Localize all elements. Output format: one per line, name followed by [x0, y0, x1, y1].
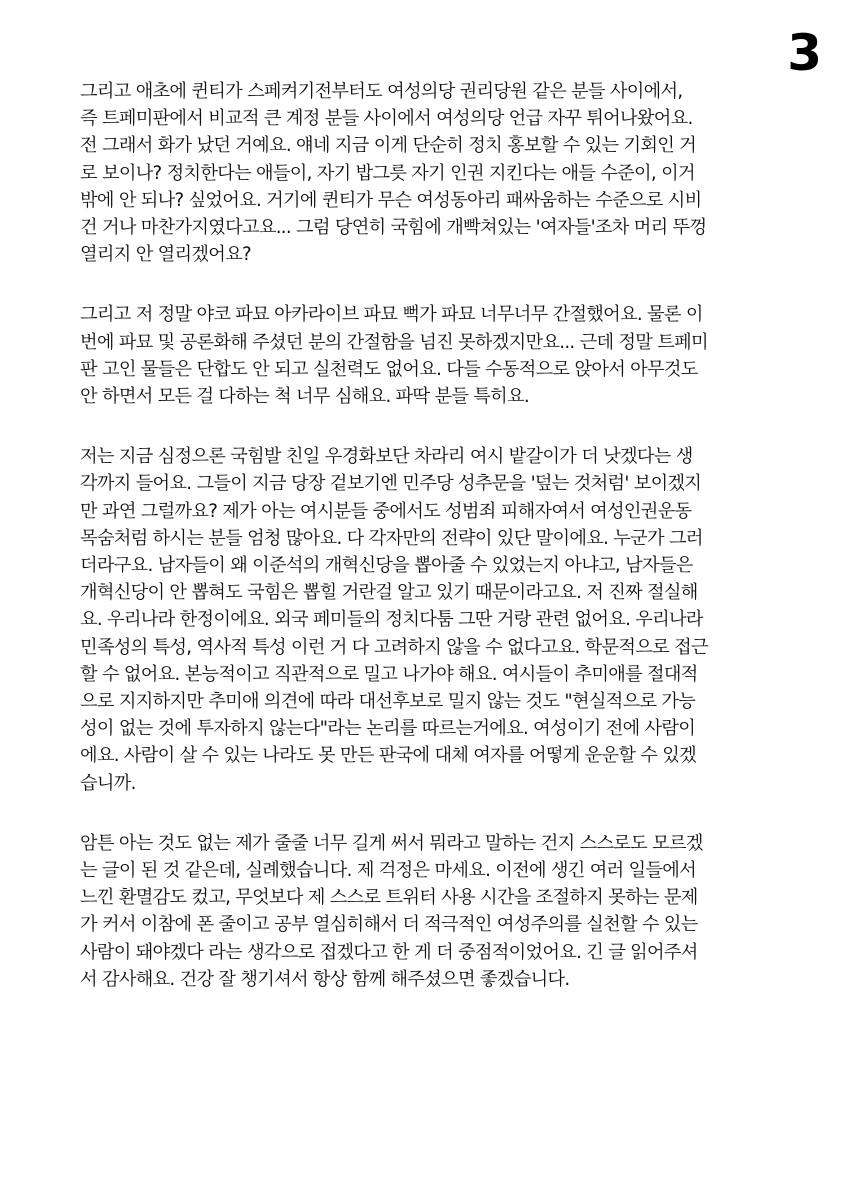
- text-line: 는 글이 된 것 같은데, 실례했습니다. 제 걱정은 마세요. 이전에 생긴 여러 일들에서: [80, 860, 697, 882]
- text-line: 그리고 애초에 퀸티가 스페켜기전부터도 여성의당 권리당원 같은 분들 사이에서,: [80, 81, 683, 102]
- text-line: 암튼 아는 것도 없는 제가 줄줄 너무 길게 써서 뭐라고 말하는 건지 스스로도 모르겠: [80, 832, 703, 854]
- text-line: 저는 지금 심정으론 국힘발 친일 우경화보단 차라리 여시 밭갈이가 더 낫겠다는 생: [80, 446, 693, 468]
- text-line: 가 커서 이참에 폰 줄이고 공부 열심히해서 더 적극적인 여성주의를 실천할 수 있는: [80, 914, 698, 936]
- text-line: 서 감사해요. 건강 잘 챙기셔서 항상 함께 해주셨으면 좋겠습니다.: [80, 968, 570, 990]
- text-line: 에요. 사람이 살 수 있는 나라도 못 만든 판국에 대체 여자를 어떻게 운운할 수 있겠: [80, 745, 697, 767]
- paragraph-3: [80, 443, 780, 797]
- text-line: 할 수 없어요. 본능적이고 직관적으로 밀고 나가야 해요. 여시들이 추미애를 절대적: [80, 663, 698, 685]
- text-line: 민족성의 특성, 역사적 특성 이런 거 다 고려하지 않을 수 없다고요. 학문적으로 접근: [80, 636, 708, 658]
- text-line: 즉 트페미판에서 비교적 큰 계정 분들 사이에서 여성의당 언급 자꾸 튀어나왔어요.: [80, 108, 693, 130]
- text-line: 로 보이나? 정치한다는 애들이, 자기 밥그릇 자기 인권 지킨다는 애들 수준이, 이거: [80, 162, 695, 184]
- text-line: 요. 우리나라 한정이에요. 외국 페미들의 정치다툼 그딴 거랑 관련 없어요. 우리나라: [80, 609, 703, 631]
- text-line: 으로 지지하지만 추미애 의견에 따라 대선후보로 밀지 않는 것도 "현실적으로 가능: [80, 691, 696, 713]
- text-line: 목숨처럼 하시는 분들 엄청 많아요. 다 각자만의 전략이 있단 말이에요. 누군가 그러: [80, 527, 703, 549]
- text-line: 습니까.: [80, 772, 136, 794]
- paragraph-1: [80, 78, 780, 268]
- text-line: 번에 파묘 및 공론화해 주셨던 분의 간절함을 넘진 못하겠지만요... 근데 정말 트페미: [80, 331, 708, 353]
- text-line: 느낀 환멸감도 컸고, 무엇보다 제 스스로 트위터 사용 시간을 조절하지 못하는 문제: [80, 887, 698, 909]
- text-line: 개혁신당이 안 뽑혀도 국힘은 뽑힐 거란걸 알고 있기 때문이라고요. 저 진짜 절실해: [80, 582, 698, 604]
- letter-body: [80, 78, 780, 1026]
- text-line: 열리지 안 열리겠어요?: [80, 244, 251, 266]
- page-number: 3: [787, 24, 822, 82]
- text-line: 판 고인 물들은 단합도 안 되고 실천력도 없어요. 다들 수동적으로 앉아서 아무것도: [80, 358, 698, 380]
- text-line: 안 하면서 모든 걸 다하는 척 너무 심해요. 파딱 분들 특히요.: [80, 386, 529, 408]
- text-line: 전 그래서 화가 났던 거예요. 얘네 지금 이게 단순히 정치 홍보할 수 있는 기회인 거: [80, 135, 697, 157]
- text-line: 더라구요. 남자들이 왜 이준석의 개혁신당을 뽑아줄 수 있었는지 아냐고, 남자들은: [80, 555, 693, 577]
- text-line: 건 거나 마찬가지였다고요... 그럼 당연히 국힘에 개빡쳐있는 '여자들'조차 머리 뚜껑: [80, 217, 707, 239]
- paragraph-2: [80, 301, 780, 410]
- paragraph-4: [80, 830, 780, 993]
- text-line: 각까지 들어요. 그들이 지금 당장 겉보기엔 민주당 성추문을 '덮는 것처럼' 보이겠지: [80, 473, 702, 495]
- text-line: 사람이 돼야겠다 라는 생각으로 접겠다고 한 게 더 중점적이었어요. 긴 글 읽어주셔: [80, 941, 698, 963]
- text-line: 만 과연 그럴까요? 제가 아는 여시분들 중에서도 성범죄 피해자여서 여성인권운동: [80, 500, 692, 522]
- text-line: 밖에 안 되나? 싶었어요. 거기에 퀸티가 무슨 여성동아리 패싸움하는 수준으로 시비: [80, 189, 702, 211]
- text-line: 성이 없는 것에 투자하지 않는다"라는 논리를 따르는거에요. 여성이기 전에 사람이: [80, 718, 696, 740]
- text-line: 그리고 저 정말 야코 파묘 아카라이브 파묘 뻑가 파묘 너무너무 간절했어요. 물론 이: [80, 304, 703, 326]
